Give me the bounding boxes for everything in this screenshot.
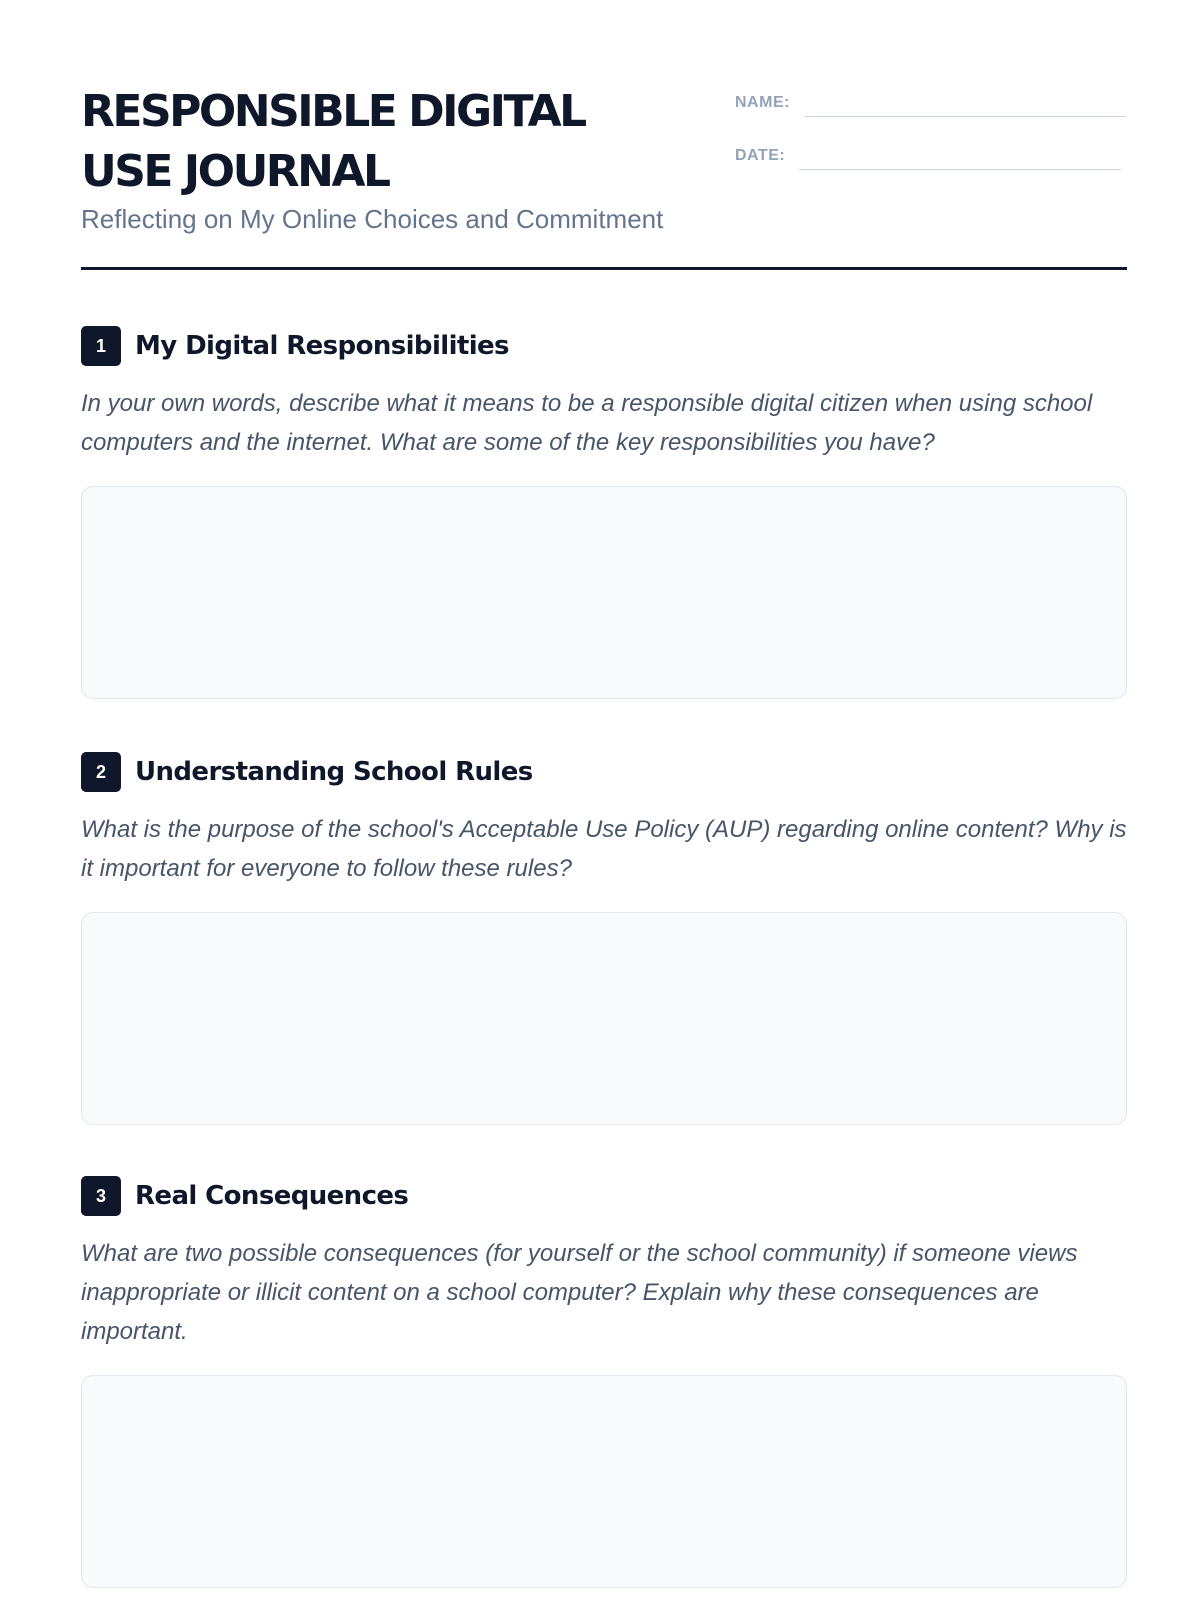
answer-box[interactable] — [81, 912, 1127, 1125]
section-title: Understanding School Rules — [135, 757, 533, 787]
section-prompt: In your own words, describe what it means to be a responsible digital citizen when using school computers and the internet. What are some of the key responsibilities you have? — [81, 390, 1093, 456]
date-field[interactable] — [735, 141, 1121, 170]
answer-box[interactable] — [81, 1375, 1127, 1588]
date-input-line[interactable] — [799, 141, 1121, 170]
name-field[interactable] — [735, 88, 1126, 117]
name-label: NAME: — [735, 94, 790, 111]
section-number-badge: 2 — [81, 752, 121, 792]
section-title: Real Consequences — [135, 1181, 409, 1211]
date-label: DATE: — [735, 147, 786, 164]
worksheet-header — [81, 0, 1127, 270]
section-school-rules — [81, 752, 1127, 1125]
section-heading — [81, 326, 1127, 366]
section-prompt: What are two possible consequences (for yourself or the school community) if someone views inappropriate or illicit content on a school computer? Explain why these consequences are important. — [81, 1240, 1078, 1345]
section-number-badge: 3 — [81, 1176, 121, 1216]
worksheet-page — [81, 0, 1127, 1345]
section-number-badge: 1 — [81, 326, 121, 366]
section-digital-responsibilities — [81, 326, 1127, 699]
answer-box[interactable] — [81, 486, 1127, 699]
section-title: My Digital Responsibilities — [135, 331, 509, 361]
page-title: RESPONSIBLE DIGITAL USE JOURNAL — [81, 86, 585, 197]
section-prompt: What is the purpose of the school's Acceptable Use Policy (AUP) regarding online content? Why is it important for everyone to follow these rules? — [81, 816, 1127, 882]
section-heading — [81, 752, 1127, 792]
page-subtitle: Reflecting on My Online Choices and Commitment — [81, 204, 664, 234]
section-heading — [81, 1176, 1127, 1216]
section-real-consequences — [81, 1176, 1127, 1588]
name-input-line[interactable] — [804, 88, 1126, 117]
